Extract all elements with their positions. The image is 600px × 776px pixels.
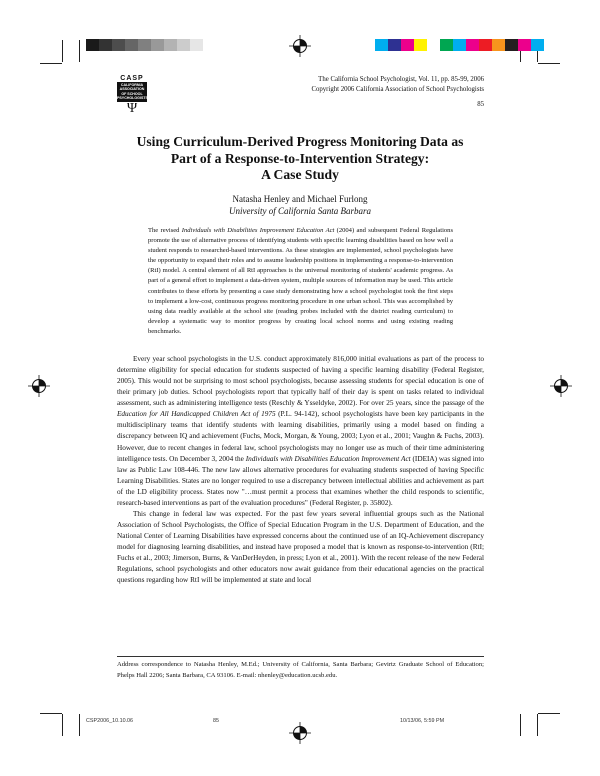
body-text: (IDEIA) was signed into law as Public Law 108-446. The new law allows alternative procedures for evaluating students suspected of having Specific Learning Disabilities. States are no longer required to use a discrepancy between intellectual abilities and achievement as part of the LD eligibility process. States now "…must permit a process that examines whether the child responds to scientific, research-based interventions as part of the evaluation procedures" (Federal Register, p. 35802).	[117, 454, 485, 507]
article-body	[117, 354, 484, 586]
color-swatch	[164, 39, 177, 51]
psi-icon: Ψ	[126, 100, 138, 116]
color-swatch	[531, 39, 544, 51]
body-italic: Individuals with Disabilities Education Improvement Act	[245, 454, 411, 463]
title-line: Part of a Response-to-Intervention Strategy:	[170, 150, 430, 166]
crop-mark	[40, 63, 62, 64]
crop-mark	[79, 714, 80, 736]
abstract-text: (2004) and subsequent Federal Regulations promote the use of alternative process of identifying students with specific learning disabilities based on how well a student responds to researched-based interventions. As these strategies are implemented, school psychologists have the opportunity to expand their roles and to assume leadership positions in implementing a response-to-intervention (RtI) model. A central element of all RtI approaches is the universal monitoring of students' academic progress. As part of a general effort to implement a data-driven system, multiple sources of information may be used. This article contributes to these efforts by presenting a case study demonstrating how a school psychologist took the first steps to implement a low-cost, continuous progress monitoring procedure in one urban school. This was accomplished by using data readily available at the school site (reading probes included with the district reading curriculum) to develop a systematic way to monitor progress by creating local school norms and using existing reading benchmarks.	[148, 227, 453, 335]
color-swatch	[414, 39, 427, 51]
color-bar	[375, 39, 544, 51]
logo-subtitle-line: ASSOCIATION	[119, 87, 145, 92]
color-swatch	[505, 39, 518, 51]
footnote: Address correspondence to Natasha Henley, M.Ed.; University of California, Santa Barbara; Gevirtz Graduate School of Education; Phelps Hall 2206; Santa Barbara, CA 93106. E-mail: nhenley@education.ucsb.edu.	[117, 661, 484, 679]
color-swatch	[401, 39, 414, 51]
casp-logo	[117, 75, 147, 116]
color-swatch	[427, 39, 440, 51]
color-swatch	[453, 39, 466, 51]
registration-mark-icon	[28, 375, 50, 397]
crop-mark	[537, 714, 538, 736]
abstract-act-name: Individuals with Disabilities Improvement Education Act	[181, 227, 335, 234]
color-swatch	[375, 39, 388, 51]
slug-timestamp: 10/13/06, 5:59 PM	[400, 718, 445, 724]
body-text: Every year school psychologists in the U.S. conduct approximately 816,000 initial evaluations as part of the process to determine eligibility for special education for students suspected of having a specific learning disability (Federal Register, 2005). This would not be surprising to most school psychologists, because assessing students for special education is one of their primary job duties. School psychologists report that typically half of their day is spent on tasks related to individual assessment, such as administering intelligence tests (Reschly & Ysseldyke, 2002). For over 25 years, since the passage of the	[117, 355, 484, 408]
journal-citation: The California School Psychologist, Vol. 11, pp. 85-99, 2006	[318, 76, 484, 83]
crop-mark	[40, 713, 62, 714]
copyright: Copyright 2006 California Association of School Psychologists	[311, 86, 484, 93]
logo-subtitle-line: OF SCHOOL	[121, 91, 143, 96]
color-swatch	[125, 39, 138, 51]
color-swatch	[492, 39, 505, 51]
logo-subtitle-line: PSYCHOLOGISTS	[117, 96, 148, 101]
color-swatch	[112, 39, 125, 51]
body-text: (P.L. 94-142), school psychologists have been key participants in the multidisciplinary teams that identify students with learning disabilities, primarily using a model based on finding a discrepancy between IQ and achievement (Fuchs, Mock, Morgan, & Young, 2003; Lyon et al., 2001; Vaughn & Fuchs, 2003). However, due to recent changes in federal law, school psychologists may no longer use as much of their time administering intelligence tests. On December 3, 2004 the	[117, 410, 484, 463]
color-swatch	[151, 39, 164, 51]
authors: Natasha Henley and Michael Furlong	[232, 194, 368, 204]
registration-mark-icon	[289, 35, 311, 57]
registration-mark-icon	[289, 722, 311, 744]
color-swatch	[440, 39, 453, 51]
crop-mark	[538, 713, 560, 714]
color-swatch	[177, 39, 190, 51]
color-swatch	[86, 39, 99, 51]
logo-subtitle-line: CALIFORNIA	[120, 83, 144, 87]
crop-mark	[520, 714, 521, 736]
author-block	[0, 194, 600, 218]
crop-mark	[62, 714, 63, 736]
title-line: A Case Study	[261, 167, 339, 183]
body-paragraph: This change in federal law was expected. For the past few years several influential groups such as the National Association of School Psychologists, the Office of Special Education Program in the U.S. Department of Education, and the National Center of Learning Disabilities have expressed concerns about the continued use of an IQ-Achievement discrepancy model for diagnosing learning disabilities, and instead have proposed a model that is known as response-to-intervention (RtI; Fuchs et al., 2003; Jimerson, Burns, & VanDerHeyden, in press; Lyon et al., 2001). With the recent release of the new Federal Regulations, school psychologists and other educators now await guidance from their educational agencies on the practical questions regarding how RtI will be implemented at state and local	[117, 509, 484, 585]
color-swatch	[479, 39, 492, 51]
journal-info	[311, 75, 484, 95]
affiliation: University of California Santa Barbara	[228, 205, 371, 216]
title-line: Using Curriculum-Derived Progress Monitoring Data as	[136, 134, 464, 149]
color-swatch	[190, 39, 203, 51]
grayscale-bar	[86, 39, 203, 51]
slug-file: CSP2006_10.10.06	[86, 718, 134, 724]
crop-mark	[62, 40, 63, 62]
crop-mark	[79, 40, 80, 62]
color-swatch	[388, 39, 401, 51]
article-title	[0, 134, 600, 184]
color-swatch	[466, 39, 479, 51]
abstract-text: The revised	[148, 227, 182, 234]
logo-subtitle	[117, 82, 147, 102]
page-number: 85	[477, 101, 484, 108]
registration-mark-icon	[550, 375, 572, 397]
footnote-divider	[117, 656, 484, 657]
body-italic: Education for All Handicapped Children Act of 1975	[117, 410, 276, 419]
crop-mark	[538, 63, 560, 64]
logo-title: CASP	[120, 75, 144, 82]
color-swatch	[99, 39, 112, 51]
body-paragraph	[117, 354, 484, 509]
abstract	[148, 226, 453, 337]
color-swatch	[138, 39, 151, 51]
slug-page: 85	[213, 718, 219, 724]
color-swatch	[518, 39, 531, 51]
